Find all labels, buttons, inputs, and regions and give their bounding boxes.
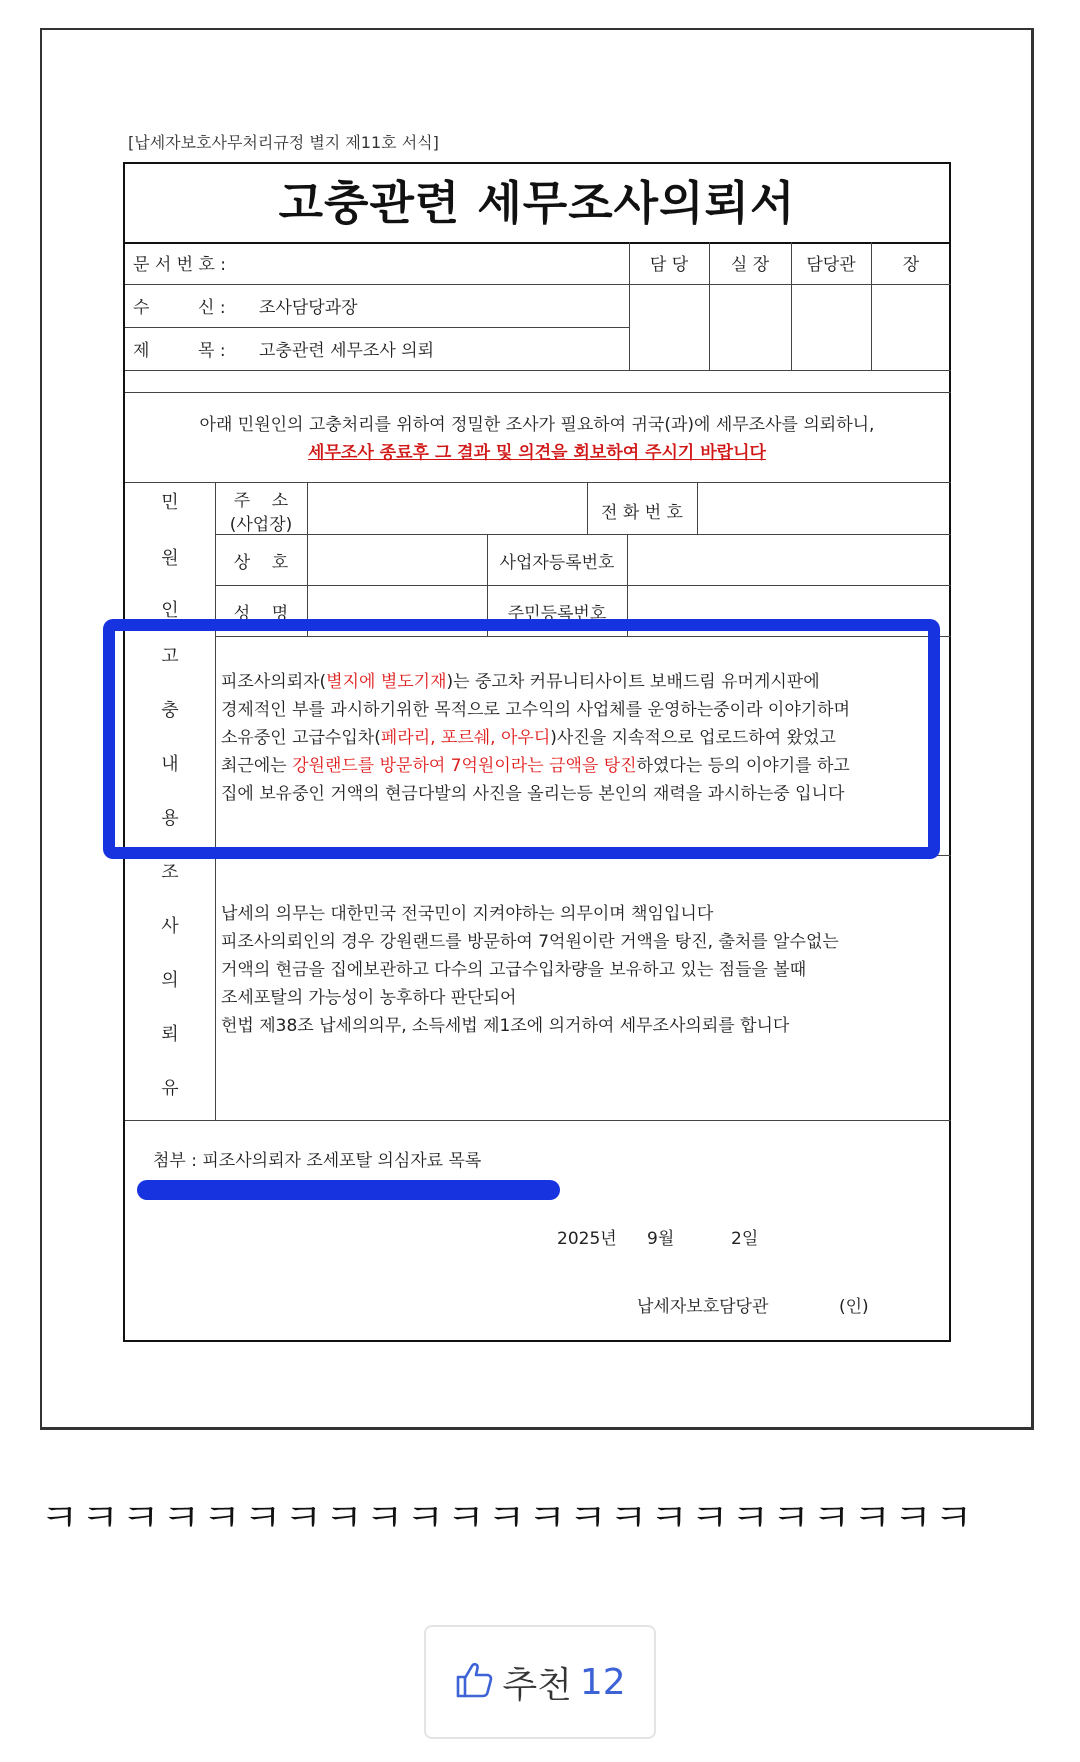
subject-label: 제 목 : xyxy=(133,341,226,361)
section-reason-2: 사 xyxy=(161,916,179,937)
recommend-button[interactable] xyxy=(424,1625,656,1739)
seal-mark: (인) xyxy=(839,1297,869,1317)
date-month: 9월 xyxy=(647,1229,675,1249)
date-day: 2일 xyxy=(731,1229,759,1249)
highlight-box xyxy=(103,619,940,859)
recommend-count: 12 xyxy=(579,1661,626,1703)
subject-value: 고충관련 세무조사 의뢰 xyxy=(259,341,435,361)
resident-reg-label: 주민등록번호 xyxy=(507,604,607,624)
recommend-label: 추천 xyxy=(502,1664,572,1706)
post-comment-text: ㅋㅋㅋㅋㅋㅋㅋㅋㅋㅋㅋㅋㅋㅋㅋㅋㅋㅋㅋㅋㅋㅋㅋ xyxy=(40,1495,975,1541)
section-reason-1: 조 xyxy=(161,862,179,883)
recipient-value: 조사담당과장 xyxy=(259,298,358,318)
business-reg-label: 사업자등록번호 xyxy=(499,553,615,573)
attachment-note: 첨부 : 피조사의뢰자 조세포탈 의심자료 목록 xyxy=(153,1151,482,1171)
address-label: 주 소 xyxy=(233,491,289,511)
approval-staff: 담 당 xyxy=(649,255,689,275)
company-label: 상 호 xyxy=(233,553,289,573)
section-reason-4: 뢰 xyxy=(161,1024,179,1045)
section-complainant-3: 인 xyxy=(161,600,179,621)
section-complaint-2: 충 xyxy=(161,700,179,721)
doc-number-label: 문 서 번 호 : xyxy=(133,255,227,275)
signer: 납세자보호담당관 xyxy=(637,1297,769,1317)
section-complaint-1: 고 xyxy=(161,646,179,667)
section-complainant-1: 민 xyxy=(161,492,179,513)
section-reason-5: 유 xyxy=(161,1078,179,1099)
phone-label: 전 화 번 호 xyxy=(601,503,683,523)
form-caption: [납세자보호사무처리규정 별지 제11호 서식] xyxy=(128,133,439,152)
section-complaint-3: 내 xyxy=(161,754,179,775)
highlight-underline xyxy=(137,1180,560,1200)
request-notice: 아래 민원인의 고충처리를 위하여 정밀한 조사가 필요하여 귀국(과)에 세무조사를 의뢰하니, xyxy=(199,415,875,435)
thumbs-up-icon xyxy=(454,1660,494,1704)
name-label: 성 명 xyxy=(233,604,289,624)
form-title: 고충관련 세무조사의뢰서 xyxy=(278,176,796,230)
approval-chief: 실 장 xyxy=(730,255,770,275)
date-year: 2025년 xyxy=(557,1229,617,1249)
tax-audit-request-form: 고충관련 세무조사의뢰서 문 서 번 호 : 수 신 : 조사담당과장 제 목 : 고충관련 세무조사 의뢰 담 당 실 장 담당관 장 아래 민원인의 고충처리를 위하여 정밀한 조사가 필요하여 귀국(과)에 세무조사를 의뢰하니, 세무조사 종료후 그 결과 및 의견을 회보하여 주시기 바랍니다 민 원 인 주 소 (사업장) 전 화 번 호 상 호 사업자등록번호 성 명 주민등록번호 고 충 내 용 피조사의뢰자(별지에 별도기재)는 중고차 커뮤니티사이트 보배드림 유머게시판에 경제적인 부를 과시하기위한 목적으로 고수익의 사업체를 운영하는중이라 이야기하며 소유중인 고급수입차(페라리, 포르쉐, 아우디)사진을 지속적으로 업로드하여 왔었고 최근에는 강원랜드를 방문하여 7억원이라는 금액을 탕진하였다는 등의 이야기를 하고 집에 보유중인 거액의 현금다발의 사진을 올리는등 본인의 재력을 과시하는중 입니다 조 사 의 뢰 유 납세의 의무는 대한민국 전국민이 지켜야하는 의무이며 책임입니다 피조사의뢰인의 경우 강원랜드를 방문하여 7억원이란 거액을 탕진, 출처를 알수없는 거액의 현금을 집에보관하고 다수의 고급수입차량을 보유하고 있는 점들을 볼때 조세포탈의 가능성이 농후하다 판단되어 헌법 제38조 납세의의무, 소득세법 제1조에 의거하여 세무조사의뢰를 합니다 첨부 : 피조사의뢰자 조세포탈 의심자료 목록 2025년 9월 2일 납세자보호담당관 (인) xyxy=(123,162,951,1342)
request-notice-emphasis: 세무조사 종료후 그 결과 및 의견을 회보하여 주시기 바랍니다 xyxy=(308,443,766,463)
recipient-label: 수 신 : xyxy=(133,298,226,318)
section-complainant-2: 원 xyxy=(161,548,179,569)
approval-head: 장 xyxy=(902,255,920,275)
address-label-sub: (사업장) xyxy=(229,515,293,535)
section-complaint-4: 용 xyxy=(161,808,179,829)
section-reason-3: 의 xyxy=(161,970,179,991)
approval-officer: 담당관 xyxy=(806,255,856,275)
